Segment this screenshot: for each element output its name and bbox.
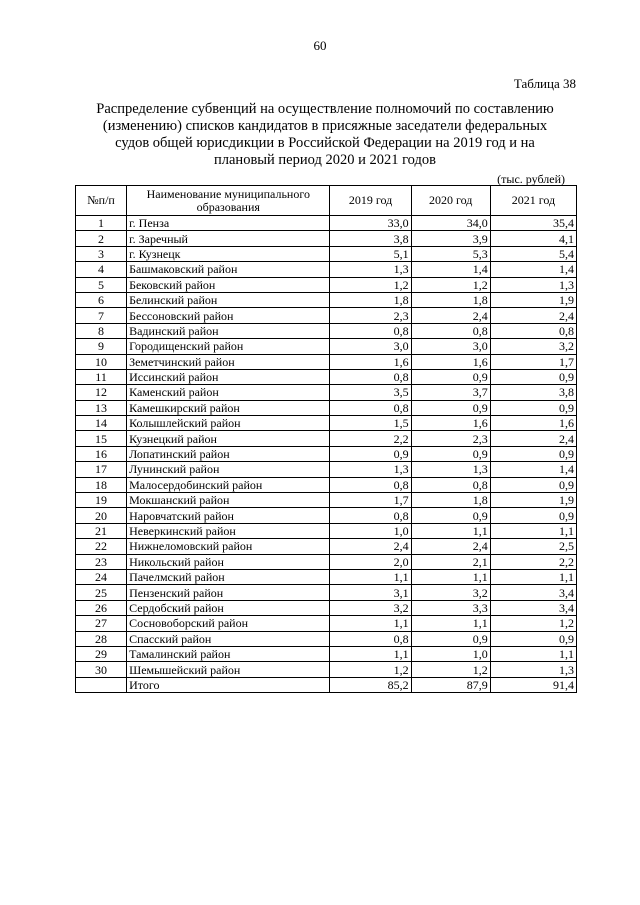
value-2021: 3,8	[490, 385, 576, 400]
title-line: судов общей юрисдикции в Российской Федерации на 2019 год и на	[115, 135, 535, 151]
value-2021: 0,9	[490, 508, 576, 523]
row-number: 24	[76, 569, 127, 584]
row-number: 12	[76, 385, 127, 400]
value-2020: 3,0	[411, 339, 490, 354]
value-2019: 1,1	[330, 569, 411, 584]
value-2020: 1,0	[411, 646, 490, 661]
table-row	[76, 477, 577, 492]
value-2020: 0,9	[411, 631, 490, 646]
value-2019: 1,3	[330, 462, 411, 477]
value-2020: 1,2	[411, 662, 490, 677]
row-name: Малосердобинский район	[127, 477, 330, 492]
value-2020: 3,3	[411, 600, 490, 615]
column-header-2019: 2019 год	[330, 186, 411, 216]
table-row	[76, 569, 577, 584]
row-number: 4	[76, 262, 127, 277]
value-2019: 1,7	[330, 493, 411, 508]
table-row	[76, 662, 577, 677]
row-name: Шемышейский район	[127, 662, 330, 677]
value-2019: 2,2	[330, 431, 411, 446]
row-number: 2	[76, 231, 127, 246]
row-number: 3	[76, 246, 127, 261]
value-2019: 0,8	[330, 631, 411, 646]
value-2021: 1,7	[490, 354, 576, 369]
value-2021: 1,1	[490, 569, 576, 584]
row-name: Неверкинский район	[127, 523, 330, 538]
table-row	[76, 600, 577, 615]
table-header-row	[76, 186, 577, 216]
value-2021: 1,3	[490, 277, 576, 292]
row-name: Лунинский район	[127, 462, 330, 477]
value-2019: 85,2	[330, 677, 411, 692]
value-2021: 2,4	[490, 431, 576, 446]
row-name: Иссинский район	[127, 369, 330, 384]
row-name: Бессоновский район	[127, 308, 330, 323]
value-2019: 1,2	[330, 277, 411, 292]
row-name: Итого	[127, 677, 330, 692]
title-line: Распределение субвенций на осуществление полномочий по составлению	[96, 101, 554, 117]
row-name: Сердобский район	[127, 600, 330, 615]
value-2020: 3,9	[411, 231, 490, 246]
row-number: 21	[76, 523, 127, 538]
value-2021: 1,6	[490, 416, 576, 431]
row-name: Бековский район	[127, 277, 330, 292]
value-2020: 0,8	[411, 477, 490, 492]
row-number: 15	[76, 431, 127, 446]
column-header-2020: 2020 год	[411, 186, 490, 216]
value-2019: 2,4	[330, 539, 411, 554]
value-2020: 3,2	[411, 585, 490, 600]
table-row	[76, 400, 577, 415]
value-2021: 91,4	[490, 677, 576, 692]
value-2021: 1,9	[490, 493, 576, 508]
row-number: 9	[76, 339, 127, 354]
value-2021: 0,8	[490, 323, 576, 338]
row-number: 29	[76, 646, 127, 661]
value-2019: 1,2	[330, 662, 411, 677]
value-2021: 0,9	[490, 369, 576, 384]
column-header-number: №п/п	[76, 186, 127, 216]
row-name: Белинский район	[127, 292, 330, 307]
value-2020: 0,9	[411, 400, 490, 415]
row-name: Мокшанский район	[127, 493, 330, 508]
row-name: Вадинский район	[127, 323, 330, 338]
row-name: Колышлейский район	[127, 416, 330, 431]
row-name: Земетчинский район	[127, 354, 330, 369]
row-name: Пачелмский район	[127, 569, 330, 584]
row-name: Тамалинский район	[127, 646, 330, 661]
table-row	[76, 508, 577, 523]
row-number: 10	[76, 354, 127, 369]
value-2021: 0,9	[490, 446, 576, 461]
row-number: 18	[76, 477, 127, 492]
row-number: 14	[76, 416, 127, 431]
row-number: 6	[76, 292, 127, 307]
value-2021: 3,4	[490, 600, 576, 615]
units-label: (тыс. рублей)	[497, 172, 565, 186]
value-2020: 1,6	[411, 416, 490, 431]
value-2020: 1,1	[411, 569, 490, 584]
row-number: 5	[76, 277, 127, 292]
row-number: 20	[76, 508, 127, 523]
value-2019: 3,5	[330, 385, 411, 400]
value-2021: 3,2	[490, 339, 576, 354]
value-2019: 0,8	[330, 369, 411, 384]
value-2020: 1,2	[411, 277, 490, 292]
row-number: 25	[76, 585, 127, 600]
value-2020: 34,0	[411, 216, 490, 231]
title-line: плановый период 2020 и 2021 годов	[214, 152, 436, 168]
row-name: Пензенский район	[127, 585, 330, 600]
row-number: 27	[76, 616, 127, 631]
value-2019: 1,3	[330, 262, 411, 277]
row-number: 13	[76, 400, 127, 415]
row-number: 17	[76, 462, 127, 477]
value-2021: 0,9	[490, 477, 576, 492]
table-row	[76, 631, 577, 646]
table-row	[76, 339, 577, 354]
table-body	[76, 216, 577, 693]
value-2019: 3,1	[330, 585, 411, 600]
value-2021: 1,2	[490, 616, 576, 631]
value-2020: 87,9	[411, 677, 490, 692]
table-row	[76, 585, 577, 600]
row-name: Камешкирский район	[127, 400, 330, 415]
row-number: 8	[76, 323, 127, 338]
row-name: Нижнеломовский район	[127, 539, 330, 554]
row-name: Городищенский район	[127, 339, 330, 354]
row-name: Сосновоборский район	[127, 616, 330, 631]
table-row	[76, 431, 577, 446]
value-2019: 1,0	[330, 523, 411, 538]
row-number: 1	[76, 216, 127, 231]
value-2020: 0,8	[411, 323, 490, 338]
row-name: Никольский район	[127, 554, 330, 569]
table-row	[76, 646, 577, 661]
table-row	[76, 216, 577, 231]
table-row	[76, 277, 577, 292]
row-number: 28	[76, 631, 127, 646]
title-line: (изменению) списков кандидатов в присяжные заседатели федеральных	[102, 118, 548, 134]
value-2020: 1,1	[411, 523, 490, 538]
value-2020: 3,7	[411, 385, 490, 400]
value-2021: 0,9	[490, 400, 576, 415]
value-2020: 0,9	[411, 369, 490, 384]
value-2020: 2,3	[411, 431, 490, 446]
value-2020: 2,1	[411, 554, 490, 569]
table-row	[76, 416, 577, 431]
value-2020: 1,4	[411, 262, 490, 277]
value-2020: 1,6	[411, 354, 490, 369]
row-name: г. Заречный	[127, 231, 330, 246]
value-2021: 2,2	[490, 554, 576, 569]
table-row	[76, 446, 577, 461]
value-2019: 0,8	[330, 323, 411, 338]
row-number: 22	[76, 539, 127, 554]
value-2019: 33,0	[330, 216, 411, 231]
value-2019: 1,6	[330, 354, 411, 369]
value-2020: 2,4	[411, 539, 490, 554]
value-2020: 0,9	[411, 446, 490, 461]
row-name: Спасский район	[127, 631, 330, 646]
value-2019: 5,1	[330, 246, 411, 261]
value-2019: 0,8	[330, 400, 411, 415]
row-name: Наровчатский район	[127, 508, 330, 523]
value-2020: 0,9	[411, 508, 490, 523]
value-2019: 0,9	[330, 446, 411, 461]
value-2021: 1,9	[490, 292, 576, 307]
document-title	[75, 101, 575, 169]
row-number: 30	[76, 662, 127, 677]
value-2019: 1,5	[330, 416, 411, 431]
value-2021: 4,1	[490, 231, 576, 246]
table-row	[76, 231, 577, 246]
row-name: Лопатинский район	[127, 446, 330, 461]
value-2020: 1,8	[411, 493, 490, 508]
column-header-2021: 2021 год	[490, 186, 576, 216]
row-name: г. Кузнецк	[127, 246, 330, 261]
value-2019: 1,1	[330, 646, 411, 661]
table-row	[76, 246, 577, 261]
table-row	[76, 308, 577, 323]
value-2020: 5,3	[411, 246, 490, 261]
column-header-name: Наименование муниципального образования	[127, 186, 330, 216]
row-number: 16	[76, 446, 127, 461]
value-2021: 1,1	[490, 523, 576, 538]
value-2019: 1,8	[330, 292, 411, 307]
value-2019: 2,3	[330, 308, 411, 323]
table-row	[76, 539, 577, 554]
table-row	[76, 323, 577, 338]
value-2019: 1,1	[330, 616, 411, 631]
value-2020: 1,8	[411, 292, 490, 307]
table-row	[76, 292, 577, 307]
value-2021: 1,1	[490, 646, 576, 661]
table-row	[76, 385, 577, 400]
row-name: Башмаковский район	[127, 262, 330, 277]
value-2021: 1,4	[490, 262, 576, 277]
table-row	[76, 262, 577, 277]
table-total-row	[76, 677, 577, 692]
subvention-table	[75, 185, 577, 693]
value-2021: 2,5	[490, 539, 576, 554]
value-2021: 5,4	[490, 246, 576, 261]
table-row	[76, 616, 577, 631]
table-row	[76, 523, 577, 538]
table-label: Таблица 38	[513, 76, 576, 91]
row-number: 7	[76, 308, 127, 323]
table-row	[76, 354, 577, 369]
value-2021: 35,4	[490, 216, 576, 231]
row-number: 19	[76, 493, 127, 508]
table-row	[76, 554, 577, 569]
row-number: 26	[76, 600, 127, 615]
row-name: г. Пенза	[127, 216, 330, 231]
value-2019: 3,8	[330, 231, 411, 246]
value-2021: 3,4	[490, 585, 576, 600]
table-row	[76, 493, 577, 508]
row-number: 11	[76, 369, 127, 384]
table-row	[76, 369, 577, 384]
page-number: 60	[313, 38, 327, 53]
value-2021: 0,9	[490, 631, 576, 646]
row-number	[76, 677, 127, 692]
value-2020: 2,4	[411, 308, 490, 323]
value-2019: 3,2	[330, 600, 411, 615]
value-2019: 0,8	[330, 477, 411, 492]
value-2021: 2,4	[490, 308, 576, 323]
value-2020: 1,1	[411, 616, 490, 631]
value-2019: 0,8	[330, 508, 411, 523]
value-2020: 1,3	[411, 462, 490, 477]
table-row	[76, 462, 577, 477]
row-number: 23	[76, 554, 127, 569]
row-name: Каменский район	[127, 385, 330, 400]
value-2021: 1,4	[490, 462, 576, 477]
value-2019: 3,0	[330, 339, 411, 354]
value-2021: 1,3	[490, 662, 576, 677]
row-name: Кузнецкий район	[127, 431, 330, 446]
value-2019: 2,0	[330, 554, 411, 569]
